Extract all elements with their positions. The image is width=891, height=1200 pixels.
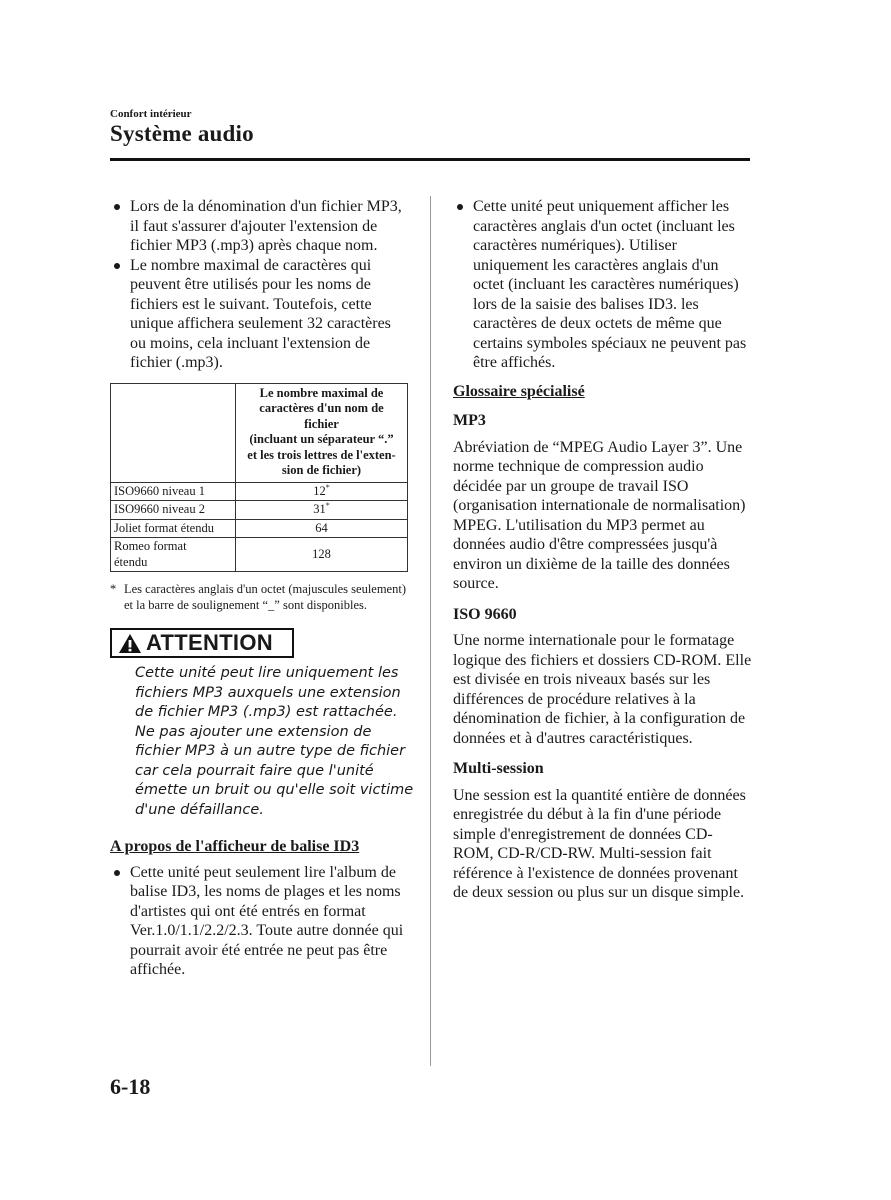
header-line: sion de fichier) <box>281 463 362 477</box>
attention-line: émette un bruit ou qu'elle soit victime <box>135 782 414 798</box>
header-line: (incluant un séparateur “.” <box>249 432 394 446</box>
table-row <box>111 519 408 538</box>
warning-triangle-icon <box>118 633 142 654</box>
glossary-term-multisession: Multi-session <box>453 760 544 777</box>
section-label: Confort intérieur <box>110 108 192 120</box>
value-cell <box>236 538 408 572</box>
attention-header <box>110 628 294 658</box>
bullet-mp3-extension: Lors de la dénomination d'un fichier MP3, il faut s'assurer d'ajouter l'extension de fichier MP3 (.mp3) après chaque nom. <box>110 197 410 256</box>
left-bullet-list <box>110 197 410 373</box>
footnote-text: Les caractères anglais d'un octet (majuscules seulement) et la barre de soulignement “_” sont disponibles. <box>124 582 406 612</box>
format-cell: Joliet format étendu <box>111 519 236 538</box>
filename-limits-table <box>110 383 408 573</box>
value-text: 31 <box>313 502 326 516</box>
id3-bullet-list <box>110 863 410 980</box>
page-title: Système audio <box>110 121 254 146</box>
attention-line: fichiers MP3 auxquels une extension <box>135 684 401 701</box>
format-cell <box>111 538 236 572</box>
header-line: caractères d'un nom de <box>259 401 384 415</box>
attention-line: d'une défaillance. <box>135 801 264 818</box>
attention-line: de fichier MP3 (.mp3) est rattachée. <box>135 704 398 720</box>
header-line: fichier <box>304 416 339 431</box>
left-column <box>110 197 414 980</box>
attention-line: fichier MP3 à un autre type de fichier <box>135 743 406 759</box>
format-line: étendu <box>114 554 148 569</box>
table-row <box>111 538 408 572</box>
bullet-single-byte-chars: Cette unité peut uniquement afficher les caractères anglais d'un octet (incluant les caractères numériques). Utiliser uniquement les caractères anglais d'un octet (incluant les caractères numériques) lors de la saisie des balises ID3. les caractères de deux octets de même que certains symboles spéciaux ne peuvent pas être affichés. <box>453 197 753 373</box>
glossary-term-iso9660: ISO 9660 <box>453 605 517 623</box>
footnote-mark: * <box>110 582 117 596</box>
format-cell: ISO9660 niveau 1 <box>111 482 236 501</box>
value-text: 128 <box>312 546 331 561</box>
page-number: 6-18 <box>110 1074 151 1099</box>
attention-title: ATTENTION <box>146 630 273 656</box>
id3-heading: A propos de l'afficheur de balise ID3 <box>110 838 360 855</box>
table-header-max-chars <box>236 383 408 482</box>
footnote-mark: * <box>325 482 330 492</box>
glossary-definition-mp3: Abréviation de “MPEG Audio Layer 3”. Une norme technique de compression audio décidée par un groupe de travail ISO (organisation internationale de normalisation) MPEG. L'utilisation du MP3 permet au données audio d'être compressées jusqu'à environ un dixième de la taille des données source. <box>453 438 746 592</box>
header-line: et les trois lettres de l'exten- <box>247 447 396 462</box>
bullet-max-characters: Le nombre maximal de caractères qui peuvent être utilisés pour les noms de fichiers est le suivant. Toutefois, cette unique affichera seulement 32 caractères ou moins, cela incluant l'extension de fichier (.mp3). <box>110 256 410 373</box>
table-row <box>111 482 408 501</box>
attention-line: Ne pas ajouter une extension de <box>135 723 372 740</box>
bullet-id3-support: Cette unité peut seulement lire l'album de balise ID3, les noms de plages et les noms d'artistes qui ont été entrés en format Ver.1.0/1.1/2.2/2.3. Toute autre donnée qui pourrait avoir été entrée ne peut pas être affichée. <box>110 863 410 980</box>
value-cell <box>236 482 408 501</box>
format-cell: ISO9660 niveau 2 <box>111 501 236 520</box>
attention-line: car cela pourrait faire que l'unité <box>135 762 374 779</box>
format-line: Romeo format <box>114 539 187 553</box>
right-bullet-list <box>453 197 753 373</box>
right-column <box>453 197 753 903</box>
value-text: 12 <box>313 483 326 498</box>
table-header-row <box>111 383 408 482</box>
value-cell <box>236 519 408 538</box>
attention-line: Cette unité peut lire uniquement les <box>135 665 399 681</box>
table-header-blank <box>111 383 236 482</box>
glossary-heading: Glossaire spécialisé <box>453 382 585 400</box>
glossary-definition-iso9660: Une norme internationale pour le formatage logique des fichiers et dossiers CD-ROM. Elle est divisée en trois niveaux basés sur les différences de procédure relatives à la dénomination de fichier, à la configuration de données et à d'autres caractéristiques. <box>453 632 752 747</box>
title-rule <box>110 158 750 161</box>
header-line: Le nombre maximal de <box>259 385 384 400</box>
glossary-term-mp3: MP3 <box>453 412 486 429</box>
glossary-definition-multisession: Une session est la quantité entière de données enregistrée du début à la fin d'une période simple d'enregistrement de données CD-ROM, CD-R/CD-RW. Multi-session fait référence à l'existence de données provenant de deux session ou plus sur un disque simple. <box>453 786 746 901</box>
column-divider <box>430 196 431 1066</box>
attention-text <box>135 664 425 820</box>
footnote-mark: * <box>325 500 330 510</box>
table-row <box>111 501 408 520</box>
table-footnote <box>110 581 410 613</box>
value-cell <box>236 501 408 520</box>
value-text: 64 <box>315 520 328 535</box>
